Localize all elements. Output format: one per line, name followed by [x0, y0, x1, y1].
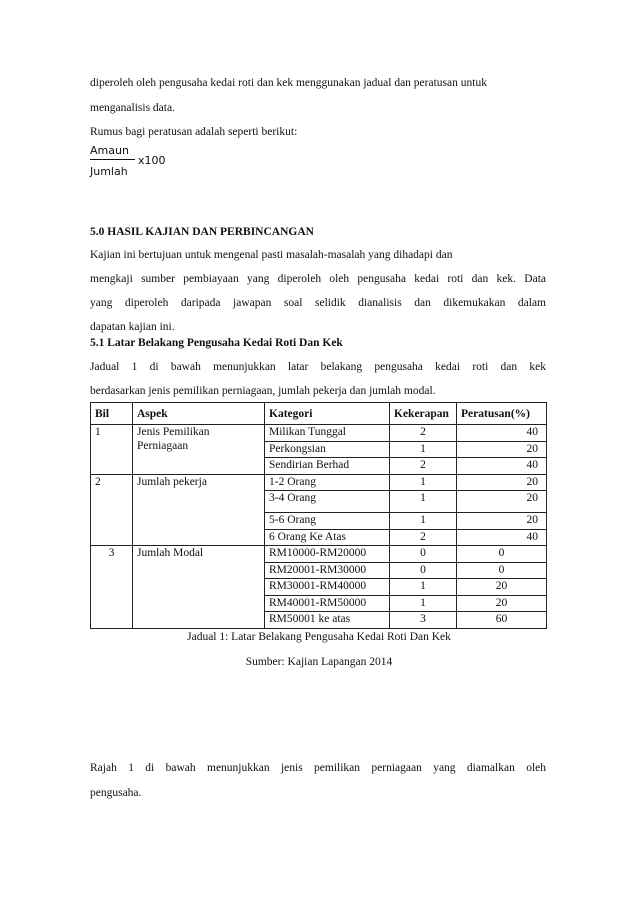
peratusan-cell: 20 [457, 474, 547, 491]
peratusan-cell: 60 [457, 612, 547, 629]
formula-multiplier: x100 [138, 154, 166, 167]
header-kategori: Kategori [265, 403, 390, 425]
fraction-bar [90, 159, 135, 160]
aspek-cell: Jenis Pemilikan Perniagaan [133, 425, 265, 475]
section51-line1: Jadual 1 di bawah menunjukkan latar belakang pengusaha kedai roti dan kek [90, 361, 546, 373]
kategori-cell: 3-4 Orang [265, 491, 390, 513]
peratusan-cell: 40 [457, 458, 547, 475]
kekerapan-cell: 1 [390, 513, 457, 530]
kekerapan-cell: 3 [390, 612, 457, 629]
section5-line4: dapatan kajian ini. [90, 321, 175, 333]
closing-line2: pengusaha. [90, 787, 142, 799]
kategori-cell: RM40001-RM50000 [265, 595, 390, 612]
kategori-cell: 6 Orang Ke Atas [265, 529, 390, 546]
para1-line1: diperoleh oleh pengusaha kedai roti dan kek menggunakan jadual dan peratusan untuk [90, 77, 487, 89]
table-row [91, 546, 547, 563]
bil-cell: 3 [91, 546, 133, 629]
kategori-cell: RM30001-RM40000 [265, 579, 390, 596]
table-row [91, 425, 547, 442]
kekerapan-cell: 0 [390, 562, 457, 579]
kekerapan-cell: 1 [390, 441, 457, 458]
peratusan-cell: 0 [457, 562, 547, 579]
header-kekerapan: Kekerapan [390, 403, 457, 425]
peratusan-cell: 20 [457, 595, 547, 612]
table-header-row [91, 403, 547, 425]
kekerapan-cell: 2 [390, 529, 457, 546]
section5-line3: yang diperoleh daripada jawapan soal selidik dianalisis dan dikemukakan dalam [90, 297, 546, 309]
para1-line3: Rumus bagi peratusan adalah seperti berikut: [90, 126, 298, 138]
formula-numerator: Amaun [90, 144, 129, 157]
kekerapan-cell: 2 [390, 458, 457, 475]
section5-line2: mengkaji sumber pembiayaan yang diperoleh oleh pengusaha kedai roti dan kek. Data [90, 273, 546, 285]
table-source: Sumber: Kajian Lapangan 2014 [245, 656, 393, 668]
kekerapan-cell: 1 [390, 595, 457, 612]
kategori-cell: 5-6 Orang [265, 513, 390, 530]
kekerapan-cell: 1 [390, 491, 457, 513]
background-table [90, 402, 547, 629]
peratusan-cell: 20 [457, 491, 547, 513]
section51-line2: berdasarkan jenis pemilikan perniagaan, jumlah pekerja dan jumlah modal. [90, 385, 436, 397]
section-5-heading: 5.0 HASIL KAJIAN DAN PERBINCANGAN [90, 226, 314, 238]
bil-cell: 1 [91, 425, 133, 475]
kekerapan-cell: 1 [390, 474, 457, 491]
peratusan-cell: 20 [457, 579, 547, 596]
peratusan-cell: 40 [457, 529, 547, 546]
kekerapan-cell: 2 [390, 425, 457, 442]
table-caption: Jadual 1: Latar Belakang Pengusaha Kedai Roti Dan Kek [187, 631, 451, 643]
peratusan-cell: 40 [457, 425, 547, 442]
table-row [91, 474, 547, 491]
closing-line1: Rajah 1 di bawah menunjukkan jenis pemilikan perniagaan yang diamalkan oleh [90, 762, 546, 774]
bil-cell: 2 [91, 474, 133, 546]
kekerapan-cell: 1 [390, 579, 457, 596]
peratusan-cell: 20 [457, 441, 547, 458]
kategori-cell: RM50001 ke atas [265, 612, 390, 629]
header-aspek: Aspek [133, 403, 265, 425]
kategori-cell: 1-2 Orang [265, 474, 390, 491]
kategori-cell: Milikan Tunggal [265, 425, 390, 442]
kategori-cell: Perkongsian [265, 441, 390, 458]
section5-line1: Kajian ini bertujuan untuk mengenal pasti masalah-masalah yang dihadapi dan [90, 249, 453, 261]
aspek-cell: Jumlah pekerja [133, 474, 265, 546]
header-bil: Bil [91, 403, 133, 425]
peratusan-cell: 20 [457, 513, 547, 530]
kategori-cell: RM20001-RM30000 [265, 562, 390, 579]
para1-line2: menganalisis data. [90, 102, 175, 114]
header-peratusan: Peratusan(%) [457, 403, 547, 425]
formula-denominator: Jumlah [90, 165, 128, 178]
kekerapan-cell: 0 [390, 546, 457, 563]
peratusan-cell: 0 [457, 546, 547, 563]
aspek-cell: Jumlah Modal [133, 546, 265, 629]
section-51-heading: 5.1 Latar Belakang Pengusaha Kedai Roti Dan Kek [90, 337, 343, 349]
kategori-cell: Sendirian Berhad [265, 458, 390, 475]
kategori-cell: RM10000-RM20000 [265, 546, 390, 563]
